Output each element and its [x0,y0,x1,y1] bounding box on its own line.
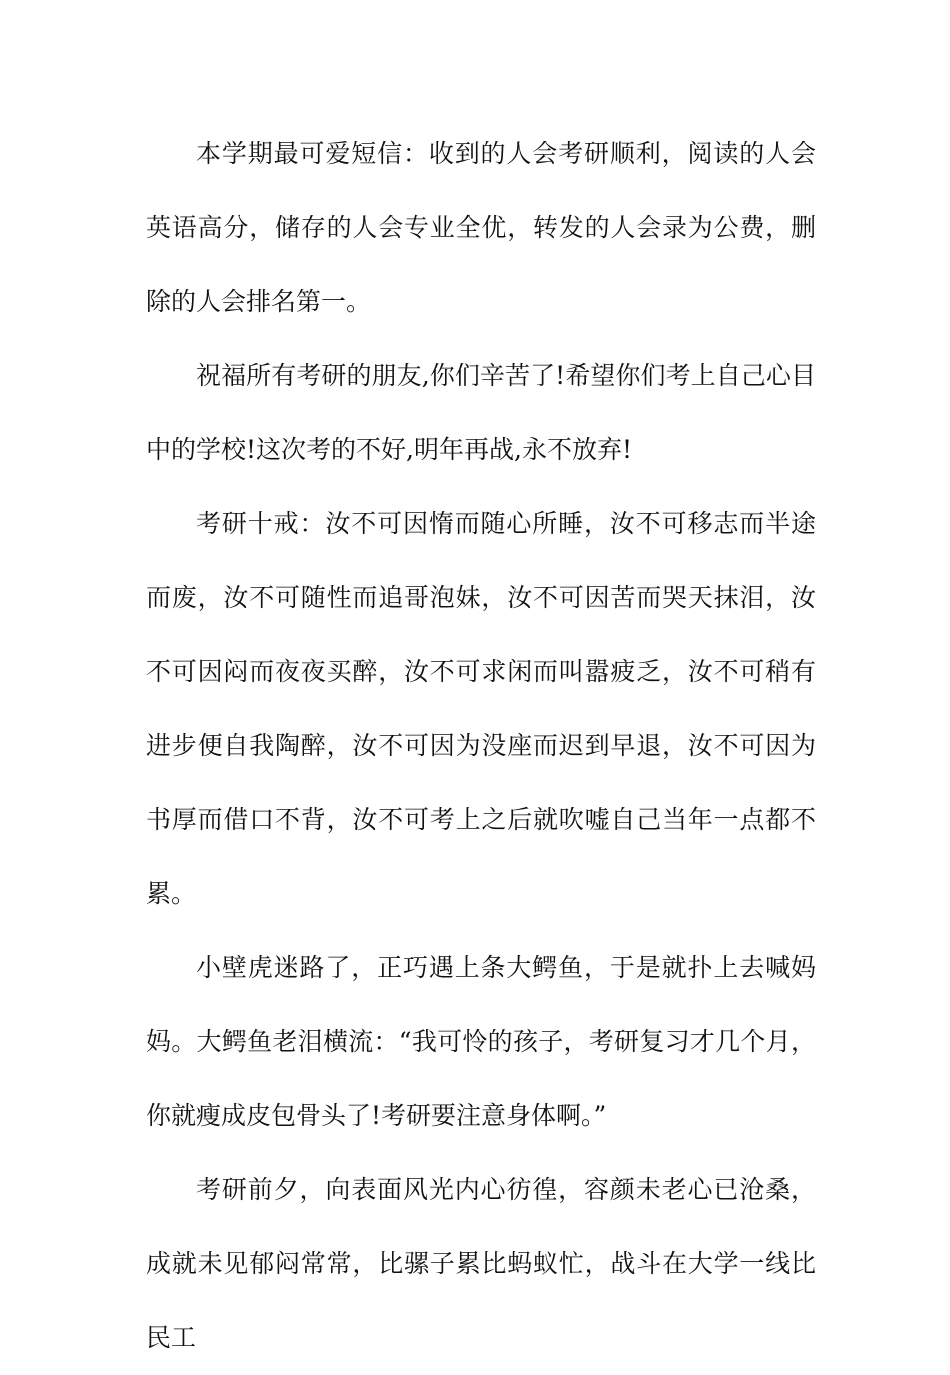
paragraph-sms: 本学期最可爱短信：收到的人会考研顺利，阅读的人会英语高分，储存的人会专业全优，转发的人会录为公费，删除的人会排名第一。 [146,139,816,316]
paragraph-gecko-story: 小壁虎迷路了，正巧遇上条大鳄鱼，于是就扑上去喊妈妈。大鳄鱼老泪横流：“我可怜的孩子，考研复习才几个月，你就瘦成皮包骨头了!考研要注意身体啊。” [146,953,816,1130]
paragraph-eve-of-exam: 考研前夕，向表面风光内心彷徨，容颜未老心已沧桑，成就未见郁闷常常，比骡子累比蚂蚁忙，战斗在大学一线比民工 [146,1175,816,1352]
document-body [146,117,816,1375]
paragraph-blessing: 祝福所有考研的朋友,你们辛苦了!希望你们考上自己心目中的学校!这次考的不好,明年再战,永不放弃! [146,361,816,464]
paragraph-ten-commandments: 考研十戒：汝不可因惰而随心所睡，汝不可移志而半途而废，汝不可随性而追哥泡妹，汝不可因苦而哭天抹泪，汝不可因闷而夜夜买醉，汝不可求闲而叫嚣疲乏，汝不可稍有进步便自我陶醉，汝不可因为没座而迟到早退，汝不可因为书厚而借口不背，汝不可考上之后就吹嘘自己当年一点都不累。 [146,509,816,908]
